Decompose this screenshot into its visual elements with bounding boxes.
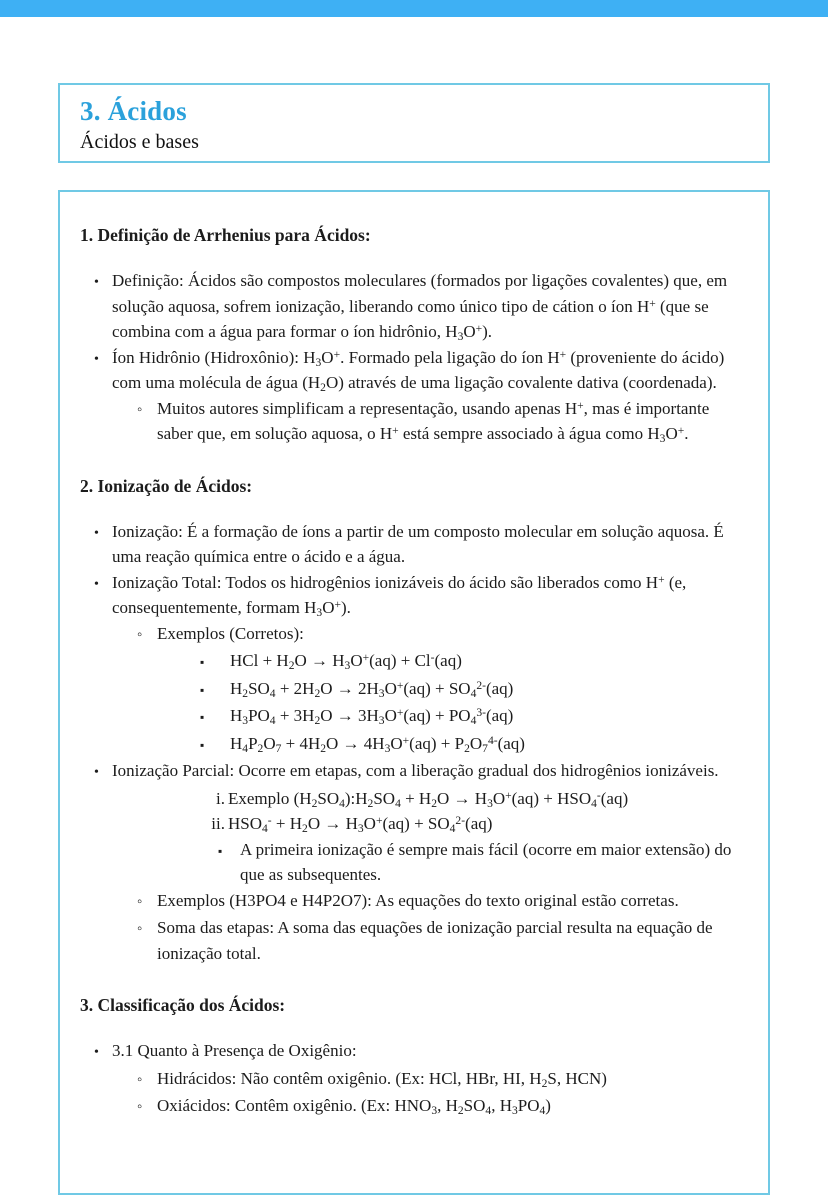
- list-item-text: Hidrácidos: Não contêm oxigênio. (Ex: HCl, HBr, HI, $H_2S$, HCN): [157, 1068, 607, 1090]
- list-item-text: Exemplos (Corretos):: [157, 623, 304, 643]
- list-item-text: HCl + $H_2O \to H_3O^+(aq) + Cl^-(aq)$: [230, 650, 462, 672]
- bullet-circle-icon: ◦: [137, 626, 143, 643]
- list-item: [137, 915, 748, 966]
- list-item: [94, 570, 748, 621]
- list-item-text: Ionização Total: Todos os hidrogênios ionizáveis do ácido são liberados como H+ (e, consequentemente, formam $H_3O^+$).: [112, 572, 687, 619]
- bullet-disc-icon: •: [94, 576, 99, 592]
- list-item-text: $H_3PO_4 + 3H_2O \to 3H_3O^+(aq) + PO_4^{3-}(aq)$: [230, 705, 514, 727]
- list-item-text: $H_4P_2O_7 + 4H_2O \to 4H_3O^+(aq) + P_2O_7^{4-}(aq)$: [230, 733, 525, 755]
- bullet-square-icon: ▪: [200, 682, 205, 697]
- list-item-text: Exemplo $(H_2SO_4):H_2SO_4 + H_2O \to H_3O^+(aq) + HSO_4^-(aq)$: [228, 788, 629, 810]
- list-item-text: A primeira ionização é sempre mais fácil (ocorre em maior extensão) do que as subsequentes.: [240, 839, 732, 884]
- sections: [80, 222, 748, 1121]
- list-item: [200, 786, 748, 812]
- list-item: [200, 811, 748, 837]
- list-item: [94, 1038, 748, 1066]
- roman-numeral-label: i.: [216, 788, 225, 808]
- title-card: [58, 83, 770, 163]
- section-heading: 1. Definição de Arrhenius para Ácidos:: [80, 225, 371, 245]
- list-item-text: Exemplos (H3PO4 e H4P2O7): As equações do texto original estão corretas.: [157, 890, 679, 910]
- bullet-circle-icon: ◦: [137, 921, 143, 937]
- bullet-disc-icon: •: [94, 351, 99, 367]
- list-item: [94, 268, 748, 345]
- list-item: [218, 837, 748, 888]
- list-item: [200, 731, 748, 759]
- bullet-circle-icon: ◦: [137, 1071, 143, 1088]
- list-item-text: Soma das etapas: A soma das equações de ionização parcial resulta na equação de ionização total.: [157, 918, 713, 963]
- bullet-square-icon: ▪: [200, 737, 205, 752]
- list-item: [137, 1093, 748, 1121]
- bullet-square-icon: ▪: [200, 710, 205, 724]
- bullet-disc-icon: •: [94, 275, 99, 290]
- list-item-text: Definição: Ácidos são compostos moleculares (formados por ligações covalentes) que, em solução aquosa, sofrem ionização, liberando como único tipo de cátion o íon H+ (que se combina com a água para formar o íon hidrônio, $H_3O^+$).: [112, 271, 728, 343]
- page-subtitle: Ácidos e bases: [80, 131, 199, 153]
- content-card: [58, 190, 770, 1195]
- list-item: [137, 396, 748, 447]
- list-item-text: Muitos autores simplificam a representação, usando apenas H+, mas é importante saber que, em solução aquosa, o H+ está sempre associado à água como $H_3O^+$.: [157, 398, 710, 445]
- list-item-text: Íon Hidrônio (Hidroxônio): $H_3O^+$. Formado pela ligação do íon H+ (proveniente do ácido) com uma molécula de água $(H_2O)$ através de uma ligação covalente dativa (coordenada).: [112, 347, 725, 394]
- section-heading: 3. Classificação dos Ácidos:: [80, 995, 286, 1015]
- bullet-square-icon: ▪: [218, 843, 223, 858]
- page-title: 3. Ácidos: [80, 96, 187, 126]
- list-item-text: Ionização: É a formação de íons a partir de um composto molecular em solução aquosa. É uma reação química entre o ácido e a água.: [112, 521, 724, 566]
- list-item: [94, 345, 748, 396]
- list-item: [94, 758, 748, 786]
- list-item-text: $H_2SO_4 + 2H_2O \to 2H_3O^+(aq) + SO_4^{2-}(aq)$: [230, 678, 514, 700]
- list-item-text: 3.1 Quanto à Presença de Oxigênio:: [112, 1041, 357, 1060]
- bullet-square-icon: ▪: [200, 655, 205, 669]
- list-item: [137, 621, 748, 649]
- section-heading: 2. Ionização de Ácidos:: [80, 475, 253, 496]
- bullet-circle-icon: ◦: [137, 893, 143, 910]
- bullet-circle-icon: ◦: [137, 401, 143, 418]
- bullet-disc-icon: •: [94, 1045, 99, 1060]
- bullet-disc-icon: •: [94, 765, 99, 780]
- roman-numeral-label: ii.: [211, 814, 225, 833]
- list-item: [200, 676, 748, 704]
- list-item: [200, 648, 748, 676]
- list-item: [200, 703, 748, 731]
- bullet-disc-icon: •: [94, 525, 99, 541]
- list-item: [137, 1066, 748, 1094]
- list-item-text: Ionização Parcial: Ocorre em etapas, com a liberação gradual dos hidrogênios ionizáveis.: [112, 761, 719, 780]
- list-item: [137, 888, 748, 916]
- list-item: [94, 519, 748, 570]
- list-item-text: $HSO_4^- + H_2O \to H_3O^+(aq) + SO_4^{2-}(aq)$: [228, 813, 493, 835]
- bullet-circle-icon: ◦: [137, 1099, 143, 1115]
- top-accent-bar: [0, 0, 828, 17]
- list-item-text: Oxiácidos: Contêm oxigênio. (Ex: $HNO_3$, $H_2SO_4$, $H_3PO_4$): [157, 1096, 551, 1117]
